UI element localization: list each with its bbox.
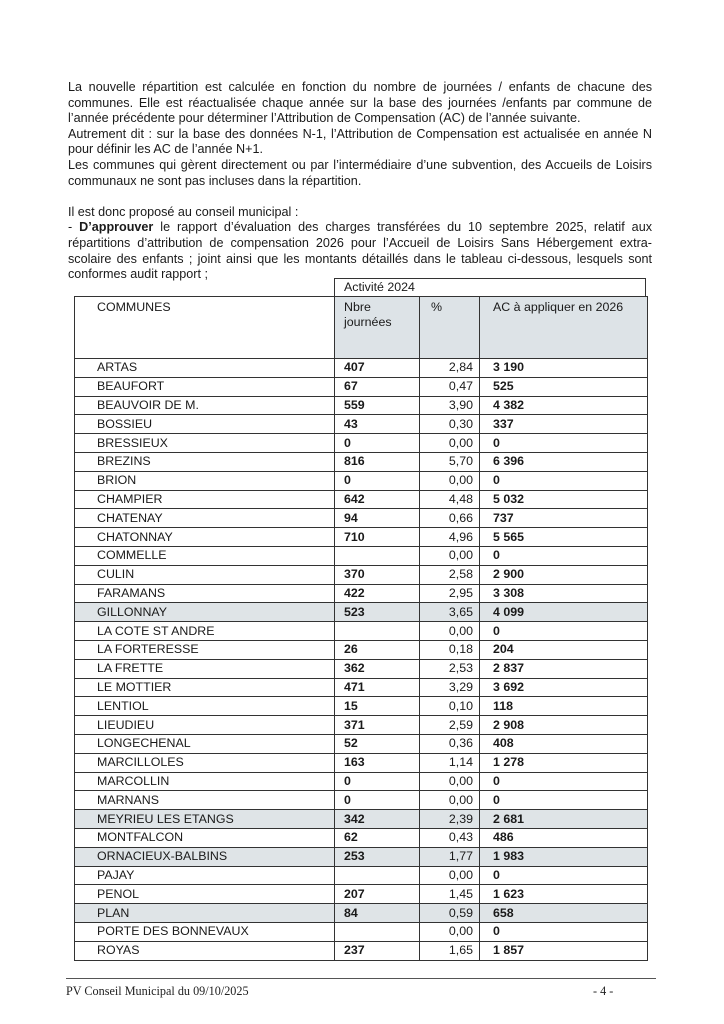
commune-cell: LA COTE ST ANDRE <box>75 622 335 641</box>
days-cell: 407 <box>335 359 420 378</box>
days-cell: 371 <box>335 716 420 735</box>
table-row <box>75 678 648 697</box>
commune-cell: MEYRIEU LES ETANGS <box>75 810 335 829</box>
ac-amount-cell: 2 908 <box>480 716 648 735</box>
commune-cell: ARTAS <box>75 359 335 378</box>
days-cell: 642 <box>335 490 420 509</box>
commune-cell: CHATENAY <box>75 509 335 528</box>
commune-cell: PAJAY <box>75 866 335 885</box>
ac-amount-cell: 0 <box>480 791 648 810</box>
table-row <box>75 753 648 772</box>
header-nbre-journees: Nbre journées <box>335 297 420 359</box>
commune-cell: BREZINS <box>75 452 335 471</box>
table-row <box>75 396 648 415</box>
table-row <box>75 546 648 565</box>
percent-cell: 0,00 <box>420 434 480 453</box>
days-cell: 163 <box>335 753 420 772</box>
table-row <box>75 565 648 584</box>
days-cell: 471 <box>335 678 420 697</box>
commune-cell: LA FRETTE <box>75 659 335 678</box>
table-header-row <box>75 297 648 359</box>
commune-cell: PORTE DES BONNEVAUX <box>75 922 335 941</box>
days-cell: 26 <box>335 640 420 659</box>
table-row <box>75 716 648 735</box>
paragraph-communes-exclues: Les communes qui gèrent directement ou par l’intermédiaire d’une subvention, des Accueils de Loisirs communaux ne sont pas incluses dans la répartition. <box>68 157 652 188</box>
commune-cell: BRESSIEUX <box>75 434 335 453</box>
ac-amount-cell: 2 681 <box>480 810 648 829</box>
table-body <box>75 359 648 961</box>
ac-amount-cell: 6 396 <box>480 452 648 471</box>
commune-cell: CULIN <box>75 565 335 584</box>
days-cell: 362 <box>335 659 420 678</box>
ac-amount-cell: 118 <box>480 697 648 716</box>
table-row <box>75 810 648 829</box>
commune-cell: BEAUFORT <box>75 377 335 396</box>
ac-amount-cell: 5 032 <box>480 490 648 509</box>
commune-cell: MONTFALCON <box>75 828 335 847</box>
commune-cell: CHAMPIER <box>75 490 335 509</box>
percent-cell: 0,30 <box>420 415 480 434</box>
percent-cell: 1,14 <box>420 753 480 772</box>
commune-cell: GILLONNAY <box>75 603 335 622</box>
percent-cell: 0,59 <box>420 904 480 923</box>
commune-cell: LIEUDIEU <box>75 716 335 735</box>
table-row <box>75 847 648 866</box>
percent-cell: 4,48 <box>420 490 480 509</box>
percent-cell: 3,29 <box>420 678 480 697</box>
paragraph-autrement-dit: Autrement dit : sur la base des données N-1, l’Attribution de Compensation est actualisée en année N pour définir les AC de l’année N+1. <box>68 126 652 157</box>
ac-amount-cell: 5 565 <box>480 528 648 547</box>
percent-cell: 2,39 <box>420 810 480 829</box>
percent-cell: 0,00 <box>420 772 480 791</box>
table-row <box>75 434 648 453</box>
commune-cell: MARCILLOLES <box>75 753 335 772</box>
footer-title: PV Conseil Municipal du 09/10/2025 <box>66 984 249 998</box>
proposal-lead: Il est donc proposé au conseil municipal : <box>68 204 299 219</box>
page-number: - 4 - <box>593 984 614 998</box>
ac-amount-cell: 1 278 <box>480 753 648 772</box>
ac-amount-cell: 3 190 <box>480 359 648 378</box>
commune-cell: LONGECHENAL <box>75 734 335 753</box>
ac-amount-cell: 1 857 <box>480 941 648 960</box>
ac-amount-cell: 0 <box>480 434 648 453</box>
proposal-item <box>68 220 652 282</box>
days-cell: 523 <box>335 603 420 622</box>
days-cell: 43 <box>335 415 420 434</box>
ac-amount-cell: 3 692 <box>480 678 648 697</box>
commune-cell: CHATONNAY <box>75 528 335 547</box>
percent-cell: 0,00 <box>420 546 480 565</box>
table-row <box>75 791 648 810</box>
ac-amount-cell: 0 <box>480 922 648 941</box>
ac-amount-cell: 525 <box>480 377 648 396</box>
commune-cell: ROYAS <box>75 941 335 960</box>
table-row <box>75 377 648 396</box>
days-cell: 253 <box>335 847 420 866</box>
proposal-dash: - <box>68 220 80 235</box>
percent-cell: 1,77 <box>420 847 480 866</box>
days-cell: 52 <box>335 734 420 753</box>
table-row <box>75 659 648 678</box>
table-row <box>75 941 648 960</box>
table-row <box>75 490 648 509</box>
ac-amount-cell: 0 <box>480 772 648 791</box>
days-cell: 0 <box>335 772 420 791</box>
percent-cell: 0,43 <box>420 828 480 847</box>
days-cell: 94 <box>335 509 420 528</box>
ac-amount-cell: 658 <box>480 904 648 923</box>
commune-cell: LENTIOL <box>75 697 335 716</box>
ac-amount-cell: 0 <box>480 866 648 885</box>
table-row <box>75 640 648 659</box>
days-cell <box>335 866 420 885</box>
table-row <box>75 885 648 904</box>
ac-amount-cell: 1 983 <box>480 847 648 866</box>
percent-cell: 0,00 <box>420 622 480 641</box>
percent-cell: 5,70 <box>420 452 480 471</box>
header-ac-2026: AC à appliquer en 2026 <box>480 297 648 359</box>
table-row <box>75 528 648 547</box>
percent-cell: 0,00 <box>420 791 480 810</box>
days-cell: 370 <box>335 565 420 584</box>
percent-cell: 2,84 <box>420 359 480 378</box>
ac-amount-cell: 3 308 <box>480 584 648 603</box>
days-cell: 0 <box>335 434 420 453</box>
ac-amount-cell: 1 623 <box>480 885 648 904</box>
percent-cell: 0,00 <box>420 471 480 490</box>
table-row <box>75 697 648 716</box>
ac-amount-cell: 0 <box>480 471 648 490</box>
footer-divider <box>66 978 656 979</box>
commune-cell: LE MOTTIER <box>75 678 335 697</box>
commune-cell: LA FORTERESSE <box>75 640 335 659</box>
days-cell: 342 <box>335 810 420 829</box>
spacer <box>68 189 652 205</box>
percent-cell: 0,00 <box>420 866 480 885</box>
ac-amount-cell: 337 <box>480 415 648 434</box>
days-cell: 0 <box>335 471 420 490</box>
commune-cell: PLAN <box>75 904 335 923</box>
ac-amount-cell: 4 382 <box>480 396 648 415</box>
header-percent: % <box>420 297 480 359</box>
table-row <box>75 828 648 847</box>
percent-cell: 2,58 <box>420 565 480 584</box>
compensation-table <box>74 296 648 961</box>
table-row <box>75 584 648 603</box>
days-cell: 62 <box>335 828 420 847</box>
percent-cell: 4,96 <box>420 528 480 547</box>
table-row <box>75 772 648 791</box>
table-row <box>75 359 648 378</box>
intro-text <box>68 80 652 283</box>
commune-cell: ORNACIEUX-BALBINS <box>75 847 335 866</box>
commune-cell: COMMELLE <box>75 546 335 565</box>
days-cell <box>335 922 420 941</box>
table-row <box>75 603 648 622</box>
ac-amount-cell: 204 <box>480 640 648 659</box>
paragraph-repartition: La nouvelle répartition est calculée en fonction du nombre de journées / enfants de chacune des communes. Elle est réactualisée chaque année sur la base des journées /enfants par commune de l’année précédente pour déterminer l’Attribution de Compensation (AC) de l’année suivante. <box>68 80 652 126</box>
percent-cell: 0,47 <box>420 377 480 396</box>
days-cell: 816 <box>335 452 420 471</box>
commune-cell: BEAUVOIR DE M. <box>75 396 335 415</box>
days-cell <box>335 546 420 565</box>
proposal-verb: D’approuver <box>79 220 154 235</box>
percent-cell: 3,90 <box>420 396 480 415</box>
commune-cell: MARCOLLIN <box>75 772 335 791</box>
table-row <box>75 509 648 528</box>
percent-cell: 0,66 <box>420 509 480 528</box>
ac-amount-cell: 2 900 <box>480 565 648 584</box>
ac-amount-cell: 4 099 <box>480 603 648 622</box>
percent-cell: 0,36 <box>420 734 480 753</box>
days-cell: 84 <box>335 904 420 923</box>
days-cell: 15 <box>335 697 420 716</box>
activity-group-header: Activité 2024 <box>334 278 646 296</box>
proposal-body: le rapport d’évaluation des charges transférées du 10 septembre 2025, relatif aux répartitions d’attribution de compensation 2026 pour l’Accueil de Loisirs Sans Hébergement extra-scolaire des enfants ; joint ainsi que les montants détaillés dans le tableau ci-dessous, lesquels sont conformes audit rapport ; <box>68 220 652 282</box>
days-cell: 710 <box>335 528 420 547</box>
commune-cell: FARAMANS <box>75 584 335 603</box>
percent-cell: 1,65 <box>420 941 480 960</box>
table-row <box>75 622 648 641</box>
ac-amount-cell: 408 <box>480 734 648 753</box>
days-cell: 207 <box>335 885 420 904</box>
table-row <box>75 452 648 471</box>
percent-cell: 1,45 <box>420 885 480 904</box>
percent-cell: 0,18 <box>420 640 480 659</box>
percent-cell: 0,00 <box>420 922 480 941</box>
days-cell: 0 <box>335 791 420 810</box>
days-cell <box>335 622 420 641</box>
commune-cell: BRION <box>75 471 335 490</box>
percent-cell: 3,65 <box>420 603 480 622</box>
ac-amount-cell: 0 <box>480 546 648 565</box>
percent-cell: 2,95 <box>420 584 480 603</box>
commune-cell: BOSSIEU <box>75 415 335 434</box>
days-cell: 422 <box>335 584 420 603</box>
table-row <box>75 734 648 753</box>
commune-cell: MARNANS <box>75 791 335 810</box>
ac-amount-cell: 486 <box>480 828 648 847</box>
ac-amount-cell: 2 837 <box>480 659 648 678</box>
header-communes: COMMUNES <box>75 297 335 359</box>
ac-amount-cell: 0 <box>480 622 648 641</box>
table-row <box>75 471 648 490</box>
ac-amount-cell: 737 <box>480 509 648 528</box>
days-cell: 237 <box>335 941 420 960</box>
table-row <box>75 866 648 885</box>
percent-cell: 2,53 <box>420 659 480 678</box>
table-row <box>75 415 648 434</box>
commune-cell: PENOL <box>75 885 335 904</box>
table-row <box>75 922 648 941</box>
percent-cell: 0,10 <box>420 697 480 716</box>
days-cell: 559 <box>335 396 420 415</box>
percent-cell: 2,59 <box>420 716 480 735</box>
days-cell: 67 <box>335 377 420 396</box>
table-row <box>75 904 648 923</box>
